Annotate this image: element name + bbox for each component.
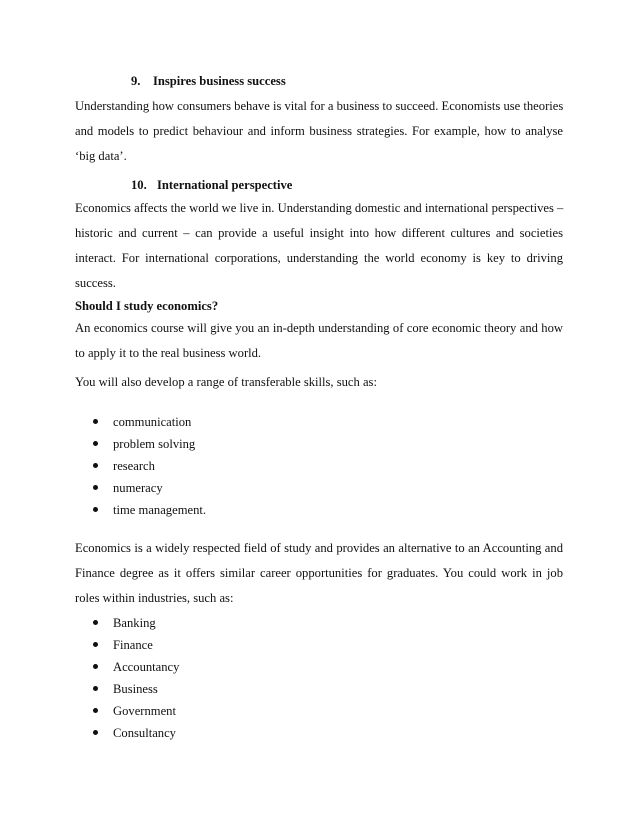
list-item-label: problem solving (113, 437, 196, 451)
paragraph-should-study (75, 316, 563, 366)
paragraph-international (75, 196, 563, 296)
paragraph-line: You will also develop a range of transferable skills, such as: (75, 375, 377, 389)
list-item (93, 477, 206, 499)
section-title: Inspires business success (153, 74, 286, 88)
paragraph-line: historic and current – can provide a useful insight into how different cultures and societies (75, 226, 563, 240)
paragraph-line: and models to predict behaviour and inform business strategies. For example, how to analyse (75, 124, 563, 138)
list-item-label: Consultancy (113, 726, 176, 740)
list-item-label: Government (113, 704, 176, 718)
paragraph-line: interact. For international corporations, understanding the world economy is key to driving (75, 251, 563, 265)
section-heading-should-study: Should I study economics? (75, 299, 219, 313)
bullet-icon (93, 507, 98, 512)
paragraph-line: Finance degree as it offers similar career opportunities for graduates. You could work in job (75, 566, 563, 580)
section-number: 9. (131, 74, 141, 88)
list-item (93, 612, 179, 634)
paragraph-line: An economics course will give you an in-depth understanding of core economic theory and how (75, 321, 563, 335)
section-title: International perspective (157, 178, 293, 192)
list-item-label: time management. (113, 503, 207, 517)
paragraph-skills-intro (75, 370, 563, 395)
paragraph-line: ‘big data’. (75, 149, 127, 163)
list-item (93, 678, 179, 700)
list-item (93, 455, 206, 477)
list-item (93, 634, 179, 656)
list-item-label: Banking (113, 616, 156, 630)
paragraph-line: to apply it to the real business world. (75, 346, 262, 360)
paragraph-line: Economics affects the world we live in. Understanding domestic and international perspectives – (75, 201, 564, 215)
bullet-icon (93, 485, 98, 490)
paragraph-careers (75, 536, 563, 611)
list-item-label: Business (113, 682, 158, 696)
paragraph-line: Understanding how consumers behave is vital for a business to succeed. Economists use theories (75, 99, 564, 113)
section-number: 10. (131, 178, 147, 192)
bullet-icon (93, 664, 98, 669)
paragraph-line: roles within industries, such as: (75, 591, 234, 605)
list-item-label: research (113, 459, 155, 473)
bullet-icon (93, 463, 98, 468)
bullet-icon (93, 708, 98, 713)
list-item (93, 700, 179, 722)
industries-list (93, 612, 179, 744)
paragraph-line: success. (75, 276, 116, 290)
bullet-icon (93, 620, 98, 625)
list-item (93, 411, 206, 433)
section-heading-inspires (131, 74, 286, 89)
list-item (93, 656, 179, 678)
bullet-icon (93, 441, 98, 446)
list-item-label: communication (113, 415, 192, 429)
list-item-label: numeracy (113, 481, 163, 495)
section-heading-international (131, 178, 292, 193)
bullet-icon (93, 642, 98, 647)
skills-list (93, 411, 206, 521)
list-item (93, 433, 206, 455)
list-item-label: Accountancy (113, 660, 180, 674)
bullet-icon (93, 686, 98, 691)
list-item (93, 499, 206, 521)
bullet-icon (93, 730, 98, 735)
list-item-label: Finance (113, 638, 153, 652)
list-item (93, 722, 179, 744)
bullet-icon (93, 419, 98, 424)
paragraph-line: Economics is a widely respected field of study and provides an alternative to an Accounting and (75, 541, 563, 555)
paragraph-inspires (75, 94, 563, 169)
